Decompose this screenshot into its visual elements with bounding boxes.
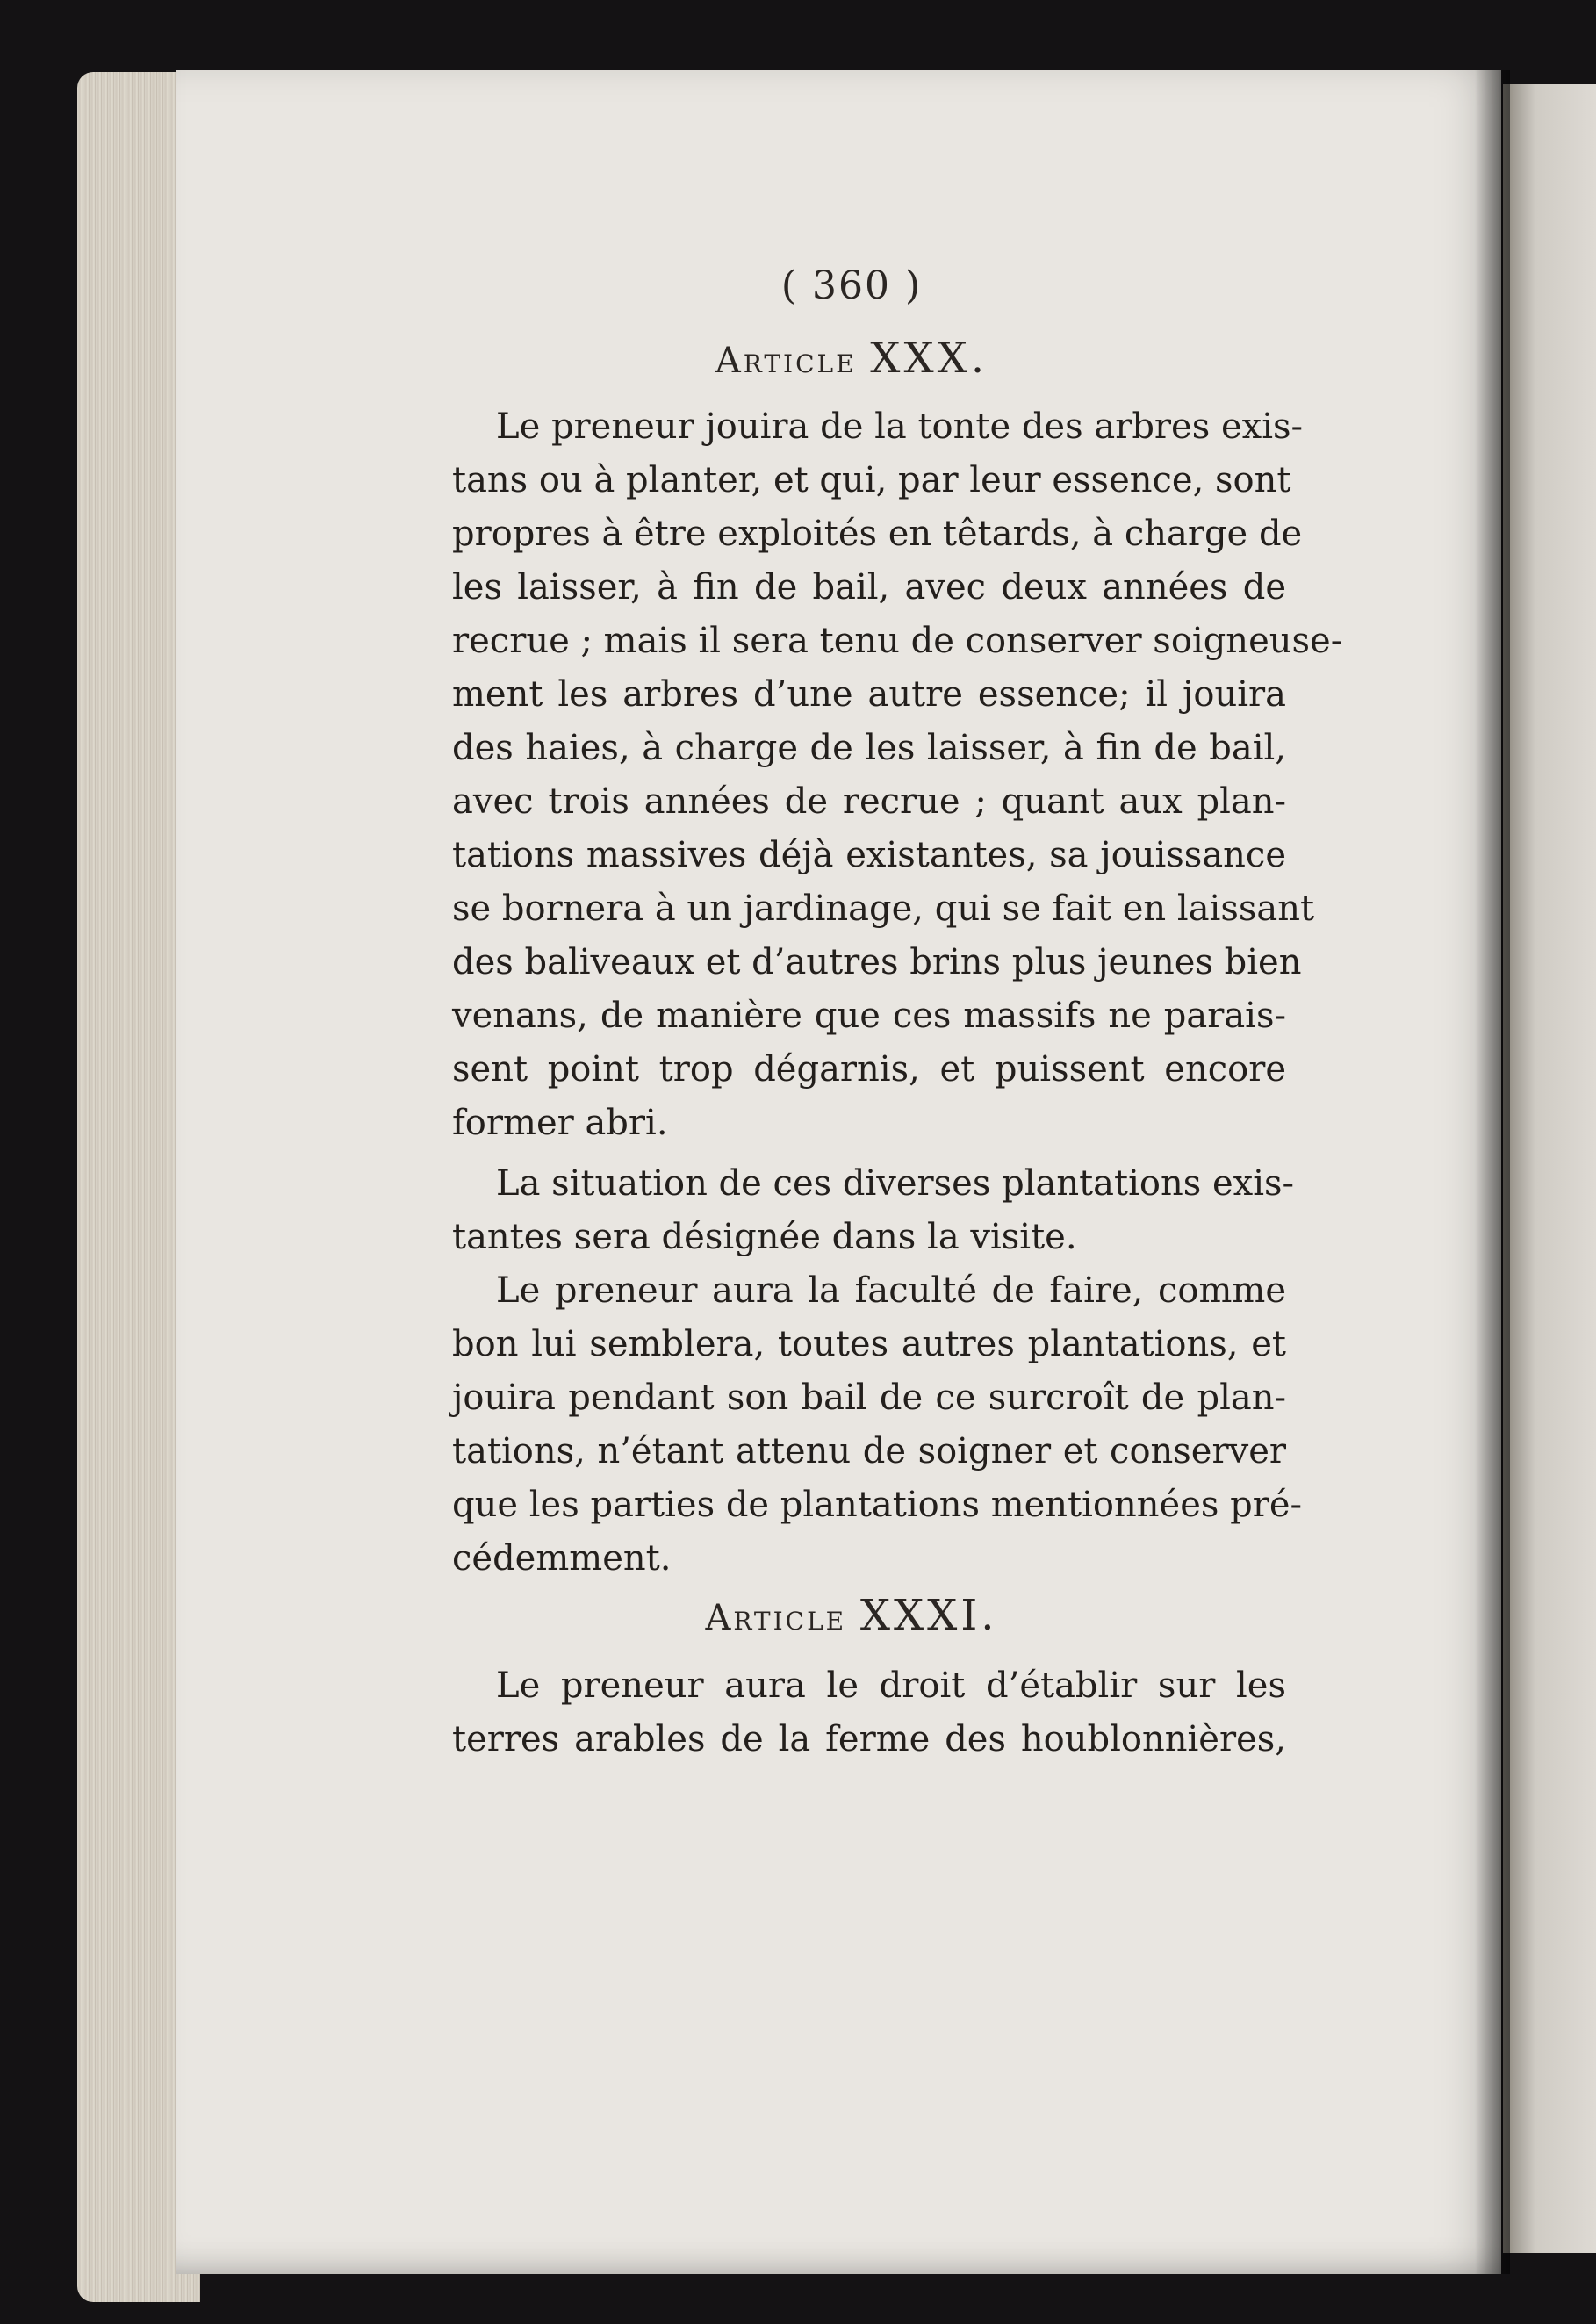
text-line: terres arables de la ferme des houblonnières,	[452, 1719, 1286, 1759]
text-line: sent point trop dégarnis, et puissent encore	[452, 1049, 1286, 1090]
text-line: Le preneur aura le droit d’établir sur les	[496, 1666, 1286, 1706]
text-line: avec trois années de recrue ; quant aux plan-	[452, 781, 1286, 822]
text-line: des baliveaux et d’autres brins plus jeunes bien	[452, 942, 1302, 982]
binding-gutter	[1475, 70, 1510, 2274]
article-30-paragraph-1	[452, 400, 1343, 1150]
text-line: que les parties de plantations mentionnées pré-	[452, 1485, 1303, 1525]
text-line: tations, n’étant attenu de soigner et conserver	[452, 1431, 1286, 1471]
text-line: se bornera à un jardinage, qui se fait en laissant	[452, 889, 1315, 929]
text-line: cédemment.	[452, 1538, 672, 1579]
text-line: recrue ; mais il sera tenu de conserver soigneuse-	[452, 621, 1343, 661]
text-line: venans, de manière que ces massifs ne parais-	[452, 996, 1286, 1036]
text-line: tations massives déjà existantes, sa jouissance	[452, 835, 1286, 875]
text-line: des haies, à charge de les laisser, à fin de bail,	[452, 728, 1286, 768]
text-line: les laisser, à fin de bail, avec deux années de	[452, 567, 1286, 608]
text-line: former abri.	[452, 1103, 668, 1143]
text-line: propres à être exploités en têtards, à charge de	[452, 514, 1303, 554]
article-31-numeral: XXXI.	[859, 1591, 998, 1640]
text-line: Le preneur aura la faculté de faire, comme	[496, 1270, 1286, 1311]
text-line: La situation de ces diverses plantations exis-	[496, 1163, 1295, 1204]
article-31-paragraph-1	[452, 1659, 1286, 1766]
text-line: ment les arbres d’une autre essence; il jouira	[452, 674, 1286, 715]
text-line: bon lui semblera, toutes autres plantations, et	[452, 1324, 1286, 1364]
article-30-paragraph-2	[452, 1157, 1295, 1264]
article-30-heading	[0, 334, 1596, 383]
facing-page-edge	[1503, 84, 1596, 2253]
page-number: ( 360 )	[780, 263, 923, 308]
article-30-label: Article	[715, 341, 857, 381]
article-30-paragraph-3	[452, 1264, 1303, 1586]
article-30-numeral: XXX.	[870, 334, 989, 383]
text-line: jouira pendant son bail de ce surcroît de plan-	[452, 1378, 1286, 1418]
article-31-heading	[0, 1591, 1596, 1640]
article-31-label: Article	[705, 1598, 847, 1638]
text-line: Le preneur jouira de la tonte des arbres exis-	[496, 407, 1304, 447]
text-line: tans ou à planter, et qui, par leur essence, sont	[452, 460, 1291, 500]
text-line: tantes sera désignée dans la visite.	[452, 1217, 1077, 1257]
